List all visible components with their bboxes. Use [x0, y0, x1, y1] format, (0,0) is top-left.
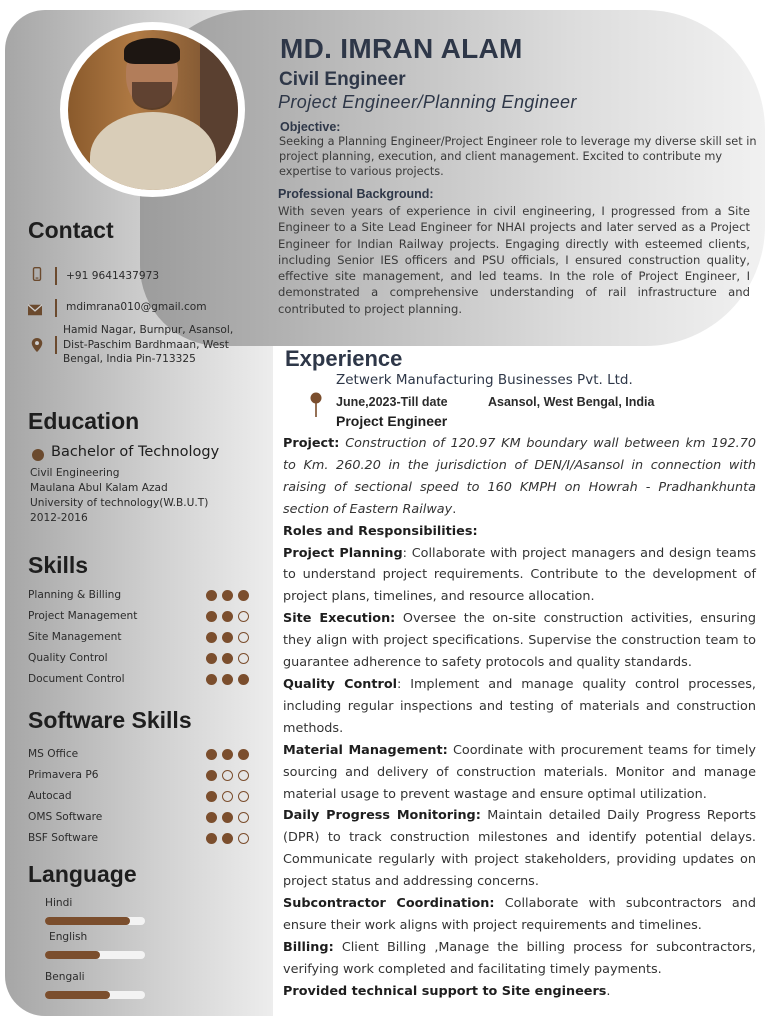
rating-dot-filled: [222, 833, 233, 844]
objective-label: Objective:: [280, 120, 341, 134]
divider: [55, 336, 57, 354]
phone-icon: [30, 267, 44, 281]
software-skills-heading: Software Skills: [28, 707, 192, 733]
rating-dot-empty: [238, 611, 249, 622]
rating-dot-filled: [206, 590, 217, 601]
skill-rating: [206, 812, 249, 823]
rating-dot-filled: [222, 653, 233, 664]
skill-label: Site Management: [28, 631, 122, 643]
responsibility-item: [283, 543, 756, 609]
bullet-icon: [32, 449, 44, 461]
employment-dates: June,2023-Till date: [336, 395, 448, 409]
job-title: Civil Engineer: [279, 69, 406, 90]
responsibilities-list: [283, 543, 756, 981]
responsibility-label: Site Execution:: [283, 611, 396, 627]
responsibility-label: Quality Control: [283, 676, 398, 692]
rating-dot-empty: [238, 791, 249, 802]
responsibility-text: Coordinate with procurement teams for timely sourcing and delivery of construction materials. Monitor and manage material usage to prevent wastage and ensure optimal utilization.: [283, 742, 757, 802]
responsibility-separator: :: [402, 545, 407, 561]
rating-dot-filled: [222, 674, 233, 685]
rating-dot-filled: [206, 749, 217, 760]
responsibility-label: Subcontractor Coordination:: [283, 896, 495, 912]
email-address[interactable]: mdimrana010@gmail.com: [66, 301, 207, 313]
skill-label: Quality Control: [28, 652, 108, 664]
project-paragraph: [283, 433, 756, 521]
skill-rating: [206, 770, 249, 781]
skill-label: Project Management: [28, 610, 138, 622]
contact-heading: Contact: [28, 217, 114, 243]
job-subtitle: Project Engineer/Planning Engineer: [278, 92, 577, 112]
rating-dot-filled: [206, 674, 217, 685]
candidate-name: MD. IMRAN ALAM: [280, 33, 523, 64]
skill-rating: [206, 611, 249, 622]
responsibility-label: Project Planning: [283, 545, 403, 561]
rating-dot-filled: [238, 674, 249, 685]
responsibility-item: [283, 805, 756, 893]
skill-rating: [206, 791, 249, 802]
skill-label: Autocad: [28, 790, 72, 802]
skill-label: Primavera P6: [28, 769, 99, 781]
responsibility-text: Implement and manage quality control processes, including regular inspections and testing of materials and construction methods.: [283, 676, 756, 736]
rating-dot-filled: [206, 791, 217, 802]
responsibility-item: [283, 608, 756, 674]
language-level-fill: [45, 991, 110, 999]
rating-dot-filled: [206, 632, 217, 643]
responsibility-label: Billing:: [283, 939, 334, 955]
experience-heading: Experience: [285, 346, 403, 371]
rating-dot-empty: [238, 833, 249, 844]
language-level-fill: [45, 951, 100, 959]
phone-number[interactable]: +91 9641437973: [66, 270, 160, 282]
background-text: With seven years of experience in civil engineering, I progressed from a Site Engineer to a Site Lead Engineer for NHAI projects and later served as a Project Engineer for Indian Railway projects. Engaging directly with esteemed clients, including Senior IES officers and PSU officials, I ensured construction quality, effective site management, and led teams. In the role of Project Engineer, I demonstrated a comprehensive understanding of rail infrastructure and contributed to project planning.: [278, 204, 750, 316]
rating-dot-filled: [206, 812, 217, 823]
closing-paragraph: [283, 981, 756, 1003]
rating-dot-filled: [206, 611, 217, 622]
language-label: Hindi: [45, 897, 73, 909]
company-name: Zetwerk Manufacturing Businesses Pvt. Ltd.: [336, 372, 633, 388]
skill-rating: [206, 653, 249, 664]
responsibility-item: [283, 937, 756, 981]
institution-line-2: University of technology(W.B.U.T): [30, 497, 209, 509]
skill-rating: [206, 749, 249, 760]
email-icon: [28, 303, 42, 317]
responsibility-item: [283, 674, 756, 740]
rating-dot-filled: [206, 833, 217, 844]
rating-dot-empty: [238, 812, 249, 823]
rating-dot-filled: [238, 590, 249, 601]
responsibility-separator: :: [397, 676, 402, 692]
language-level-fill: [45, 917, 130, 925]
skill-label: Document Control: [28, 673, 125, 685]
degree: Bachelor of Technology: [51, 444, 220, 460]
responsibility-text: Oversee the on-site construction activities, ensuring they align with project specifications. Supervise the construction team to guarantee adherence to safety protocols and quality standards.: [283, 611, 756, 671]
skills-heading: Skills: [28, 552, 89, 578]
responsibility-item: [283, 893, 756, 937]
responsibility-text: Collaborate with subcontractors and ensure their work aligns with project requirements and timelines.: [283, 896, 756, 933]
language-level-bar: [45, 991, 145, 999]
project-end: .: [452, 501, 457, 517]
language-level-bar: [45, 917, 145, 925]
map-pin-icon: [310, 392, 322, 418]
divider: [55, 299, 57, 317]
employment-location: Asansol, West Bengal, India: [488, 395, 655, 409]
profile-photo: [68, 30, 238, 190]
project-description: Construction of 120.97 KM boundary wall between km 192.70 to Km. 260.20 in the jurisdiction of DEN/I/Asansol in connection with raising of sectional speed to 160 KMPH on Howrah - Pradhankhunta section of Eastern Railway: [283, 436, 756, 517]
rating-dot-filled: [206, 770, 217, 781]
language-level-bar: [45, 951, 145, 959]
role-title: Project Engineer: [336, 413, 448, 429]
responsibility-text: Collaborate with project managers and design teams to understand project requirements. Contribute to the development of project plans, timelines, and resource allocation.: [283, 545, 757, 605]
skill-rating: [206, 590, 249, 601]
rating-dot-filled: [222, 812, 233, 823]
education-years: 2012-2016: [30, 512, 88, 524]
language-label: Bengali: [45, 971, 85, 983]
rating-dot-filled: [222, 590, 233, 601]
roles-heading: [283, 521, 756, 543]
roles-heading-text: Roles and Responsibilities:: [283, 523, 478, 539]
rating-dot-empty: [238, 653, 249, 664]
skill-rating: [206, 632, 249, 643]
skill-label: BSF Software: [28, 832, 98, 844]
rating-dot-filled: [222, 632, 233, 643]
rating-dot-empty: [222, 770, 233, 781]
rating-dot-filled: [222, 749, 233, 760]
experience-details: [283, 433, 756, 1003]
divider: [55, 267, 57, 285]
closing-text: Provided technical support to Site engineers: [283, 983, 607, 999]
rating-dot-empty: [238, 770, 249, 781]
rating-dot-filled: [238, 749, 249, 760]
rating-dot-filled: [206, 653, 217, 664]
rating-dot-empty: [222, 791, 233, 802]
institution-line-1: Maulana Abul Kalam Azad: [30, 482, 168, 494]
degree-field: Civil Engineering: [30, 467, 120, 479]
responsibility-text: Client Billing ,Manage the billing process for subcontractors, verifying work completed and facilitating timely payments.: [283, 939, 756, 977]
rating-dot-empty: [238, 632, 249, 643]
skill-label: Planning & Billing: [28, 589, 122, 601]
responsibility-item: [283, 740, 756, 806]
skill-rating: [206, 674, 249, 685]
skill-label: MS Office: [28, 748, 79, 760]
closing-end: .: [606, 983, 611, 999]
education-heading: Education: [28, 408, 140, 434]
skill-label: OMS Software: [28, 811, 103, 823]
postal-address: Hamid Nagar, Burnpur, Asansol, Dist-Paschim Bardhmaan, West Bengal, India Pin-713325: [63, 324, 234, 365]
responsibility-label: Daily Progress Monitoring:: [283, 808, 481, 824]
location-icon: [30, 338, 44, 352]
responsibility-label: Material Management:: [283, 742, 448, 758]
project-label: Project:: [283, 436, 340, 451]
background-label: Professional Background:: [278, 187, 434, 201]
objective-text: Seeking a Planning Engineer/Project Engineer role to leverage my diverse skill set in project planning, execution, and client management. Excited to contribute my expertise to various projects.: [279, 135, 757, 178]
language-heading: Language: [28, 861, 137, 887]
rating-dot-filled: [222, 611, 233, 622]
skill-rating: [206, 833, 249, 844]
language-label: English: [49, 931, 88, 943]
responsibility-text: Maintain detailed Daily Progress Reports (DPR) to track construction milestones and identify potential delays. Communicate regularly with project stakeholders, providing updates on project status and addressing concerns.: [283, 808, 756, 890]
